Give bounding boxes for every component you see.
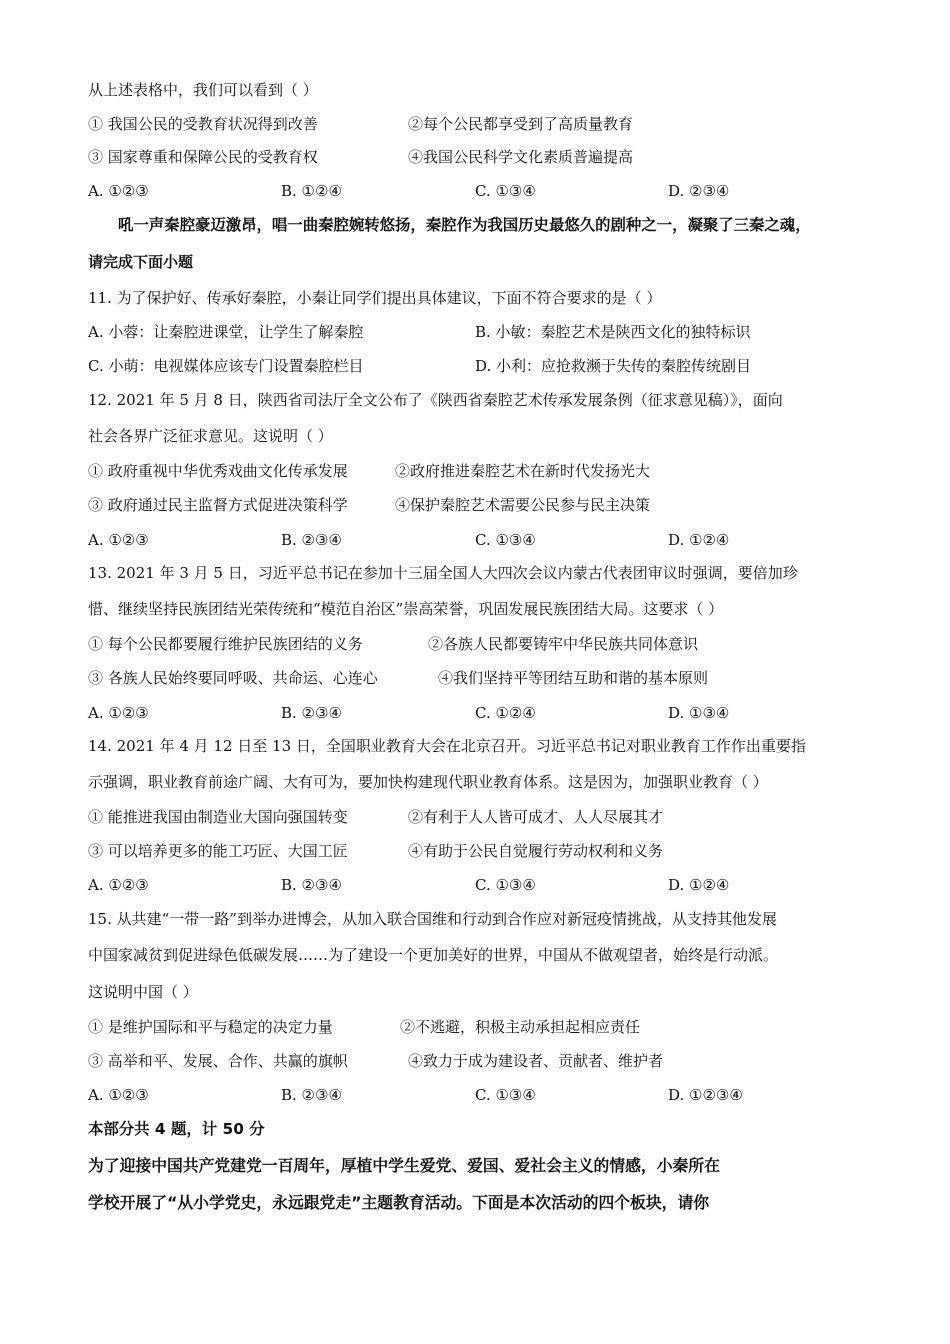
answer-option-c: C. ①③④ <box>475 182 536 200</box>
statement: ③ 国家尊重和保障公民的受教育权 <box>88 148 318 166</box>
statement: ④保护秦腔艺术需要公民参与民主决策 <box>395 496 651 514</box>
statement: ③ 各族人民始终要同呼吸、共命运、心连心 <box>88 669 378 687</box>
answer-option-b: B. ①②④ <box>281 182 342 200</box>
passage-intro: 请完成下面小题 <box>88 253 194 271</box>
answer-option-b: B. ②③④ <box>281 704 342 722</box>
question-11: 11. 为了保护好、传承好秦腔，小秦让同学们提出具体建议，下面不符合要求的是（ ） <box>88 289 662 307</box>
statement: ③ 可以培养更多的能工巧匠、大国工匠 <box>88 842 348 860</box>
question-15: 15. 从共建“一带一路”到举办进博会，从加入联合国维和行动到合作应对新冠疫情挑战，从支持其他发展 <box>88 910 777 928</box>
question-12: 12. 2021 年 5 月 8 日，陕西省司法厅全文公布了《陕西省秦腔艺术传承发展条例（征求意见稿）》，面向 <box>88 391 783 409</box>
answer-option-d: D. ①②④ <box>668 876 730 894</box>
answer-option-b: B. ②③④ <box>281 1086 342 1104</box>
statement: ④我们坚持平等团结互助和谐的基本原则 <box>438 669 709 687</box>
answer-option-b: B. 小敏：秦腔艺术是陕西文化的独特标识 <box>475 323 751 341</box>
statement: ① 每个公民都要履行维护民族团结的义务 <box>88 635 363 653</box>
question-13: 惜、继续坚持民族团结光荣传统和“模范自治区”崇高荣誉，巩固发展民族团结大局。这要求（ ） <box>88 600 724 618</box>
passage-intro: 吼一声秦腔豪迈激昂，唱一曲秦腔婉转悠扬，秦腔作为我国历史最悠久的剧种之一，凝聚了三秦之魂， <box>118 216 811 234</box>
statement: ④我国公民科学文化素质普遍提高 <box>408 148 634 166</box>
question-13: 13. 2021 年 3 月 5 日，习近平总书记在参加十三届全国人大四次会议内蒙古代表团审议时强调，要倍加珍 <box>88 564 798 582</box>
statement: ① 政府重视中华优秀戏曲文化传承发展 <box>88 462 348 480</box>
question-stem: 从上述表格中，我们可以看到（ ） <box>88 81 318 99</box>
answer-option-a: A. 小蓉：让秦腔进课堂，让学生了解秦腔 <box>88 323 364 341</box>
statement: ②每个公民都享受到了高质量教育 <box>408 115 634 133</box>
question-14: 14. 2021 年 4 月 12 日至 13 日，全国职业教育大会在北京召开。习近平总书记对职业教育工作作出重要指 <box>88 737 806 755</box>
answer-option-c: C. ①②④ <box>475 704 536 722</box>
question-12: 社会各界广泛征求意见。这说明（ ） <box>88 427 333 445</box>
question-15: 这说明中国（ ） <box>88 983 198 1001</box>
statement: ②不逃避，积极主动承担起相应责任 <box>400 1018 641 1036</box>
answer-option-a: A. ①②③ <box>88 531 149 549</box>
statement: ④致力于成为建设者、贡献者、维护者 <box>408 1052 664 1070</box>
answer-option-c: C. ①③④ <box>475 1086 536 1104</box>
answer-option-c: C. ①③④ <box>475 531 536 549</box>
statement: ②有利于人人皆可成才、人人尽展其才 <box>408 808 664 826</box>
answer-option-a: A. ①②③ <box>88 876 149 894</box>
statement: ① 是维护国际和平与稳定的决定力量 <box>88 1018 333 1036</box>
question-15: 中国家减贫到促进绿色低碳发展……为了建设一个更加美好的世界，中国从不做观望者，始终是行动派。 <box>88 946 779 964</box>
statement: ③ 高举和平、发展、合作、共赢的旗帜 <box>88 1052 348 1070</box>
answer-option-b: B. ②③④ <box>281 876 342 894</box>
statement: ④有助于公民自觉履行劳动权利和义务 <box>408 842 664 860</box>
section-heading: 本部分共 4 题，计 50 分 <box>88 1120 265 1138</box>
statement: ③ 政府通过民主监督方式促进决策科学 <box>88 496 348 514</box>
answer-option-c: C. ①③④ <box>475 876 536 894</box>
answer-option-a: A. ①②③ <box>88 704 149 722</box>
answer-option-d: D. ①②④ <box>668 531 730 549</box>
answer-option-a: A. ①②③ <box>88 182 149 200</box>
answer-option-c: C. 小萌：电视媒体应该专门设置秦腔栏目 <box>88 357 364 375</box>
question-14: 示强调，职业教育前途广阔、大有可为，要加快构建现代职业教育体系。这是因为，加强职业教育（ ） <box>88 773 768 791</box>
section-intro: 为了迎接中国共产党建党一百周年，厚植中学生爱党、爱国、爱社会主义的情感，小秦所在 <box>88 1156 720 1175</box>
answer-option-a: A. ①②③ <box>88 1086 149 1104</box>
statement: ②各族人民都要铸牢中华民族共同体意识 <box>428 635 699 653</box>
statement: ① 能推进我国由制造业大国向强国转变 <box>88 808 348 826</box>
answer-option-d: D. ①③④ <box>668 704 730 722</box>
statement: ① 我国公民的受教育状况得到改善 <box>88 115 318 133</box>
answer-option-b: B. ②③④ <box>281 531 342 549</box>
statement: ②政府推进秦腔艺术在新时代发扬光大 <box>395 462 651 480</box>
answer-option-d: D. 小利：应抢救濒于失传的秦腔传统剧目 <box>475 357 752 375</box>
answer-option-d: D. ①②③④ <box>668 1086 743 1104</box>
section-intro: 学校开展了“从小学党史，永远跟党走”主题教育活动。下面是本次活动的四个板块，请你 <box>88 1193 710 1212</box>
answer-option-d: D. ②③④ <box>668 182 730 200</box>
